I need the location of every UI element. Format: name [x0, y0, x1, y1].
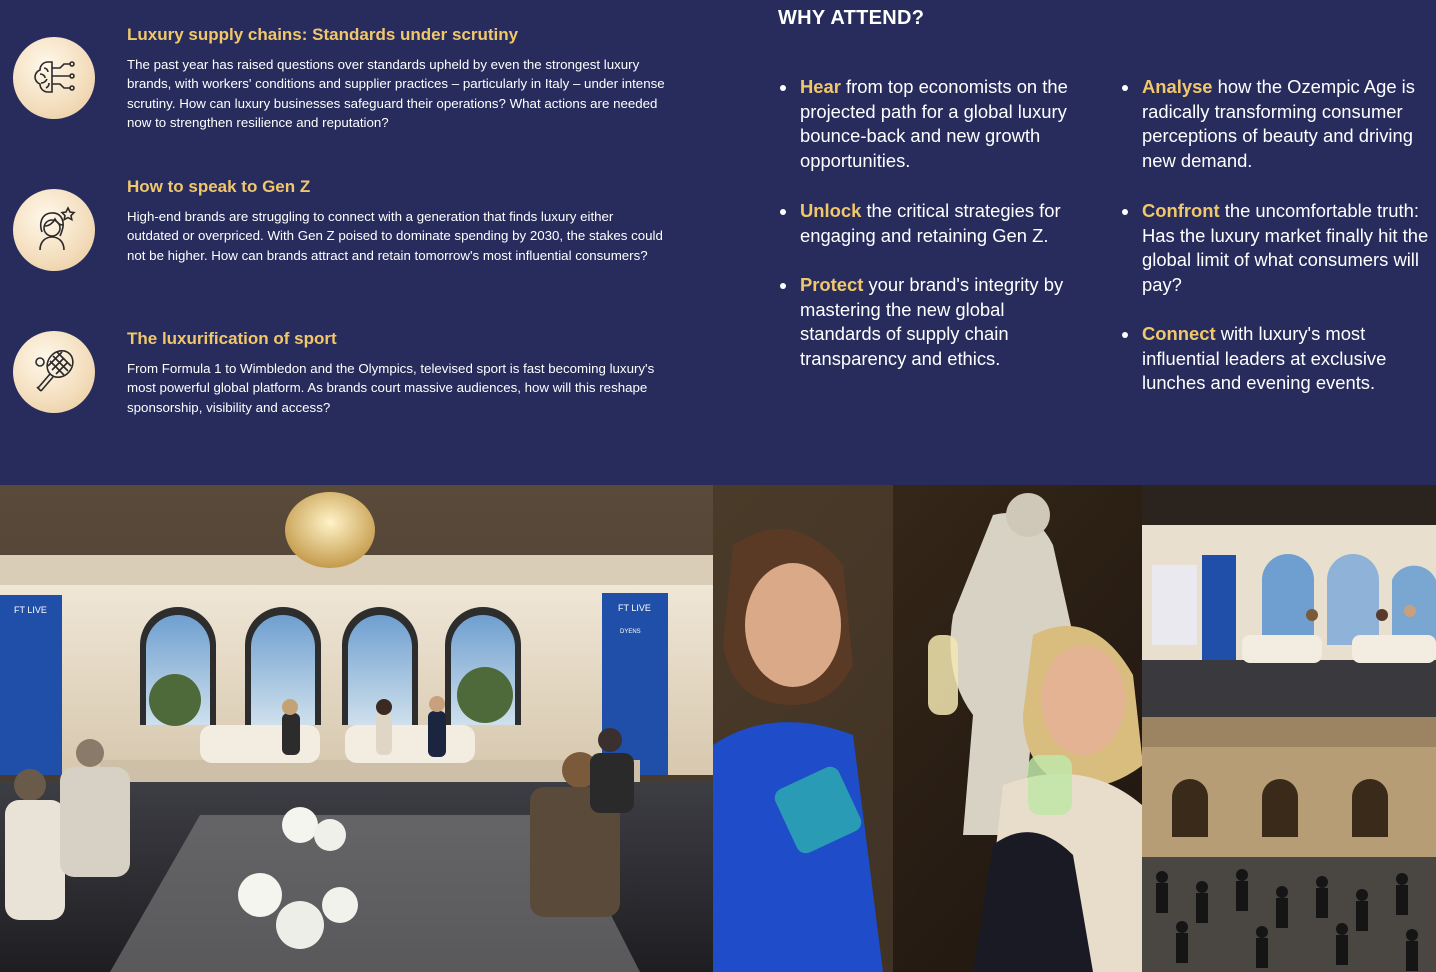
- conference-stage-photo: [0, 485, 713, 972]
- benefit-keyword: Unlock: [800, 200, 862, 221]
- benefit-text: the uncomfortable truth: Has the luxury market finally hit the global limit of what consumers will pay?: [1142, 200, 1429, 295]
- benefit-text: from top economists on the projected path for a global luxury bounce-back and new growth opportunities.: [800, 76, 1068, 171]
- benefit-keyword: Analyse: [1142, 76, 1213, 97]
- topic-body: The past year has raised questions over standards upheld by even the strongest luxury brands, with workers' conditions and supplier practices – particularly in Italy – under intense scrutiny. How can luxury businesses safeguard their operations? What actions are needed now to strengthen resilience and reputation?: [127, 57, 665, 131]
- benefit-keyword: Confront: [1142, 200, 1220, 221]
- courtyard-reception-photo: [1142, 717, 1436, 972]
- why-attend-heading: WHY ATTEND?: [778, 7, 925, 29]
- reception-guests-photo: [713, 485, 1142, 972]
- person-star-icon: [13, 189, 95, 271]
- topic-body: High-end brands are struggling to connect with a generation that finds luxury either outdated or overpriced. With Gen Z poised to dominate spending by 2030, the stakes could not be higher. How can brands attract and retain tomorrow's most influential consumers?: [127, 209, 663, 263]
- benefit-keyword: Protect: [800, 274, 864, 295]
- benefit-item: [778, 199, 1090, 248]
- panel-discussion-photo: [1142, 485, 1436, 717]
- ft-live-banner-text: FT LIVE: [14, 605, 47, 615]
- benefit-item: [778, 75, 1090, 173]
- topic-title: How to speak to Gen Z: [127, 177, 311, 196]
- benefit-item: [1120, 322, 1432, 396]
- benefit-text: the critical strategies for engaging and retaining Gen Z.: [800, 200, 1061, 246]
- topic-body: From Formula 1 to Wimbledon and the Olympics, televised sport is fast becoming luxury's most powerful global platform. As brands court massive audiences, how will this reshape sponsorship, visibility and access?: [127, 361, 655, 415]
- topic-title: The luxurification of sport: [127, 329, 337, 348]
- benefit-item: [1120, 199, 1432, 297]
- benefit-keyword: Hear: [800, 76, 841, 97]
- benefit-text: how the Ozempic Age is radically transforming consumer perceptions of beauty and driving new demand.: [1142, 76, 1415, 171]
- tennis-racket-icon: [13, 331, 95, 413]
- benefit-item: [1120, 75, 1432, 173]
- benefit-keyword: Connect: [1142, 323, 1216, 344]
- benefit-item: [778, 273, 1090, 371]
- benefit-text: with luxury's most influential leaders at exclusive lunches and evening events.: [1142, 323, 1387, 394]
- benefit-text: your brand's integrity by mastering the new global standards of supply chain transparency and ethics.: [800, 274, 1064, 369]
- sponsor-text: DYENS: [620, 629, 641, 635]
- brain-circuit-icon: [13, 37, 95, 119]
- ft-live-banner-text: FT LIVE: [618, 603, 651, 613]
- topic-title: Luxury supply chains: Standards under scrutiny: [127, 25, 519, 44]
